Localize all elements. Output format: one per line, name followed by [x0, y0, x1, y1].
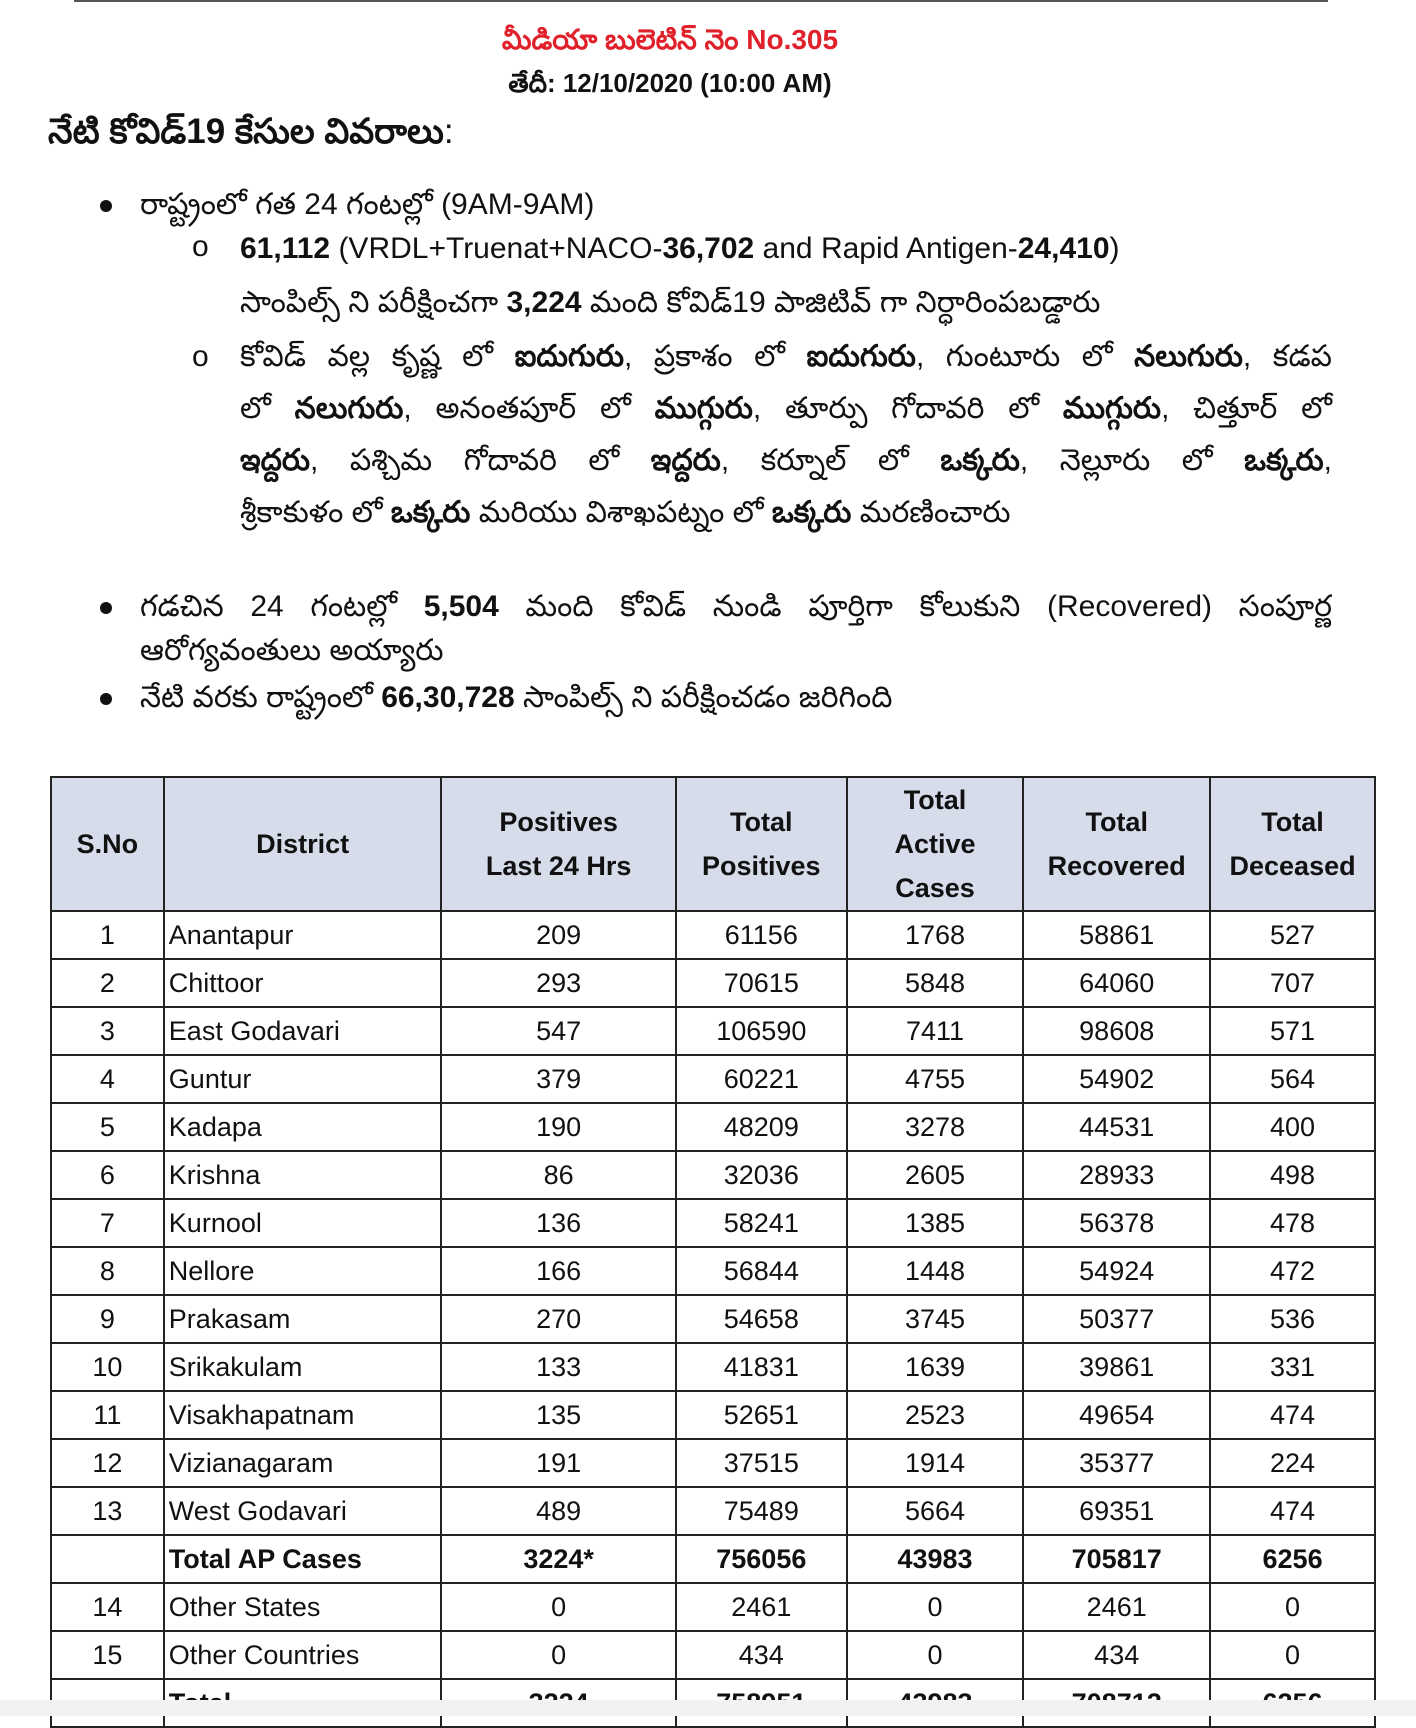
bullet1-sub1-line2: [240, 280, 1100, 326]
samples-desc-3: ): [1109, 232, 1120, 265]
table-cell: 547: [441, 1007, 676, 1055]
table-cell: 11: [51, 1391, 164, 1439]
rapid-count: 24,410: [1017, 232, 1110, 265]
column-header-line2: Deceased: [1229, 851, 1356, 881]
table-cell: 50377: [1023, 1295, 1210, 1343]
bullet-dot: [100, 602, 112, 614]
count-word: ఒక్కరు: [771, 496, 852, 529]
table-cell: 43983: [847, 1535, 1024, 1583]
column-header-line1: Total: [903, 785, 967, 815]
table-cell: 0: [1210, 1583, 1375, 1631]
column-header: [164, 777, 442, 911]
text: , నెల్లూరు లో: [1019, 444, 1245, 477]
table-cell: 1639: [847, 1343, 1024, 1391]
table-row: [51, 1439, 1375, 1487]
text: గడచిన 24 గంటల్లో: [140, 590, 424, 623]
count-word: నలుగురు: [1134, 340, 1243, 373]
table-cell: 472: [1210, 1247, 1375, 1295]
count-word: ఐదుగురు: [514, 340, 624, 373]
district-cell: East Godavari: [164, 1007, 442, 1055]
table-cell: 44531: [1023, 1103, 1210, 1151]
column-header-line1: Total: [1261, 807, 1324, 837]
table-cell: 0: [441, 1583, 676, 1631]
column-header-line2: Active Cases: [894, 829, 976, 903]
table-cell: 32036: [676, 1151, 847, 1199]
bullet2-line2: ఆరోగ్యవంతులు అయ్యారు: [140, 634, 444, 667]
district-cell: Other States: [164, 1583, 442, 1631]
bullet1-sub1-line1: [240, 226, 1120, 272]
table-body: [51, 911, 1375, 1727]
column-header: [51, 777, 164, 911]
table-cell: 379: [441, 1055, 676, 1103]
bullet3-line: [140, 675, 892, 721]
table-cell: 564: [1210, 1055, 1375, 1103]
table-cell: 39861: [1023, 1343, 1210, 1391]
table-cell: 106590: [676, 1007, 847, 1055]
table-cell: 190: [441, 1103, 676, 1151]
table-cell: 191: [441, 1439, 676, 1487]
table-row: [51, 1103, 1375, 1151]
bullet2-line1: [140, 584, 1332, 630]
table-cell: 10: [51, 1343, 164, 1391]
text: మరియు విశాఖపట్నం లో: [470, 496, 772, 529]
table-cell: 3278: [847, 1103, 1024, 1151]
table-cell: 54902: [1023, 1055, 1210, 1103]
table-row: [51, 1391, 1375, 1439]
text: మరణించారు: [851, 496, 1011, 529]
table-cell: 224: [1210, 1439, 1375, 1487]
table-cell: 0: [1210, 1631, 1375, 1679]
table-cell: 13: [51, 1487, 164, 1535]
table-row: [51, 1247, 1375, 1295]
table-row: [51, 1295, 1375, 1343]
table-cell: 474: [1210, 1391, 1375, 1439]
table-cell: 434: [676, 1631, 847, 1679]
positive-count: 3,224: [506, 286, 582, 319]
column-header: [676, 777, 847, 911]
table-cell: 58861: [1023, 911, 1210, 959]
deaths-line1: [240, 334, 1332, 380]
table-cell: 2: [51, 959, 164, 1007]
table-cell: 64060: [1023, 959, 1210, 1007]
table-cell: 2461: [676, 1583, 847, 1631]
table-row: [51, 1151, 1375, 1199]
table-cell: 133: [441, 1343, 676, 1391]
table-cell: 1: [51, 911, 164, 959]
district-cell: Vizianagaram: [164, 1439, 442, 1487]
deaths-line3: [240, 438, 1332, 484]
table-row: [51, 1487, 1375, 1535]
table-cell: 4755: [847, 1055, 1024, 1103]
table-cell: 0: [441, 1631, 676, 1679]
column-header-line1: Total: [1085, 807, 1148, 837]
text: లో: [240, 392, 295, 425]
table-cell: 474: [1210, 1487, 1375, 1535]
table-cell: 2461: [1023, 1583, 1210, 1631]
district-cell: Prakasam: [164, 1295, 442, 1343]
text: శ్రీకాకుళం లో: [240, 496, 391, 529]
table-cell: 28933: [1023, 1151, 1210, 1199]
table-cell: 536: [1210, 1295, 1375, 1343]
column-header: [441, 777, 676, 911]
page-bottom-band: [0, 1700, 1416, 1716]
district-cell: Visakhapatnam: [164, 1391, 442, 1439]
text: , తూర్పు గోదావరి లో: [752, 392, 1063, 425]
district-cell: Kadapa: [164, 1103, 442, 1151]
text: , పశ్చిమ గోదావరి లో: [310, 444, 651, 477]
section-heading: [48, 112, 454, 160]
table-cell: 1385: [847, 1199, 1024, 1247]
table-row: [51, 1631, 1375, 1679]
table-cell: 6256: [1210, 1535, 1375, 1583]
text: సాంపిల్స్ ని పరీక్షించడం జరిగింది: [514, 681, 893, 714]
sub-bullet-marker: o: [192, 230, 209, 263]
column-header: [847, 777, 1024, 911]
table-row: [51, 1055, 1375, 1103]
table-cell: 135: [441, 1391, 676, 1439]
table-cell: 331: [1210, 1343, 1375, 1391]
table-row: [51, 911, 1375, 959]
text: , ప్రకాశం లో: [623, 340, 807, 373]
table-cell: 707: [1210, 959, 1375, 1007]
table-cell: 35377: [1023, 1439, 1210, 1487]
table-cell: 49654: [1023, 1391, 1210, 1439]
count-word: ఇద్దరు: [650, 444, 721, 477]
table-header-row: [51, 777, 1375, 911]
table-cell: 5: [51, 1103, 164, 1151]
table-cell: 5848: [847, 959, 1024, 1007]
bullet-dot: [100, 693, 112, 705]
table-cell: 58241: [676, 1199, 847, 1247]
column-header: [1210, 777, 1375, 911]
bullet-dot: [100, 200, 112, 212]
district-cell: Krishna: [164, 1151, 442, 1199]
recovered-count: 5,504: [423, 590, 499, 623]
table-cell: 3745: [847, 1295, 1024, 1343]
table-cell: 0: [847, 1583, 1024, 1631]
count-word: నలుగురు: [294, 392, 404, 425]
top-rule: [74, 0, 1328, 2]
section-heading-colon: :: [443, 112, 454, 151]
table-row: [51, 1007, 1375, 1055]
date-value: : 12/10/2020 (10:00 AM): [546, 68, 832, 98]
table-cell: 37515: [676, 1439, 847, 1487]
count-word: ఒక్కరు: [1244, 444, 1324, 477]
table-cell: 6: [51, 1151, 164, 1199]
column-header-line1: Positives: [499, 807, 618, 837]
district-cell: Anantapur: [164, 911, 442, 959]
table-cell: 5664: [847, 1487, 1024, 1535]
text: ,: [1323, 444, 1333, 477]
table-cell: 1768: [847, 911, 1024, 959]
table-cell: 56378: [1023, 1199, 1210, 1247]
table-row: [51, 1343, 1375, 1391]
district-cell: Nellore: [164, 1247, 442, 1295]
table-cell: 4: [51, 1055, 164, 1103]
table-cell: 756056: [676, 1535, 847, 1583]
table-cell: 478: [1210, 1199, 1375, 1247]
samples-tested-text: సాంపిల్స్ ని పరీక్షించగా: [240, 286, 507, 319]
table-cell: 0: [847, 1631, 1024, 1679]
table-cell: 60221: [676, 1055, 847, 1103]
table-cell: 54924: [1023, 1247, 1210, 1295]
table-cell: 7411: [847, 1007, 1024, 1055]
table-cell: 166: [441, 1247, 676, 1295]
column-header: [1023, 777, 1210, 911]
table-cell: 498: [1210, 1151, 1375, 1199]
district-cell: Chittoor: [164, 959, 442, 1007]
table-cell: 15: [51, 1631, 164, 1679]
table-cell: 41831: [676, 1343, 847, 1391]
table-cell: 705817: [1023, 1535, 1210, 1583]
bulletin-title: మీడియా బులెటిన్ నెం No.305: [501, 24, 839, 55]
count-word: ఐదుగురు: [806, 340, 916, 373]
text: , గుంటూరు లో: [915, 340, 1135, 373]
table-cell: 2605: [847, 1151, 1024, 1199]
date-label: తేదీ: [508, 68, 547, 98]
table-cell: 527: [1210, 911, 1375, 959]
count-word: ముగ్గురు: [654, 392, 753, 425]
text: కోవిడ్ వల్ల కృష్ణ లో: [240, 340, 515, 373]
count-word: ముగ్గురు: [1062, 392, 1162, 425]
table-cell: 489: [441, 1487, 676, 1535]
table-cell: 400: [1210, 1103, 1375, 1151]
cumulative-samples: 66,30,728: [381, 681, 515, 714]
bulletin-date: [0, 68, 1340, 105]
deaths-line4: [240, 490, 1011, 536]
column-header-line1: District: [256, 829, 350, 859]
total-samples: 61,112: [240, 232, 331, 265]
samples-desc-1: (VRDL+Truenat+NACO-: [330, 232, 663, 265]
positives-text: మంది కోవిడ్19 పాజిటివ్ గా నిర్ధారింపబడ్డారు: [581, 286, 1101, 319]
district-cell: Kurnool: [164, 1199, 442, 1247]
table-cell: 56844: [676, 1247, 847, 1295]
bullet1-lead: రాష్ట్రంలో గత 24 గంటల్లో (9AM-9AM): [140, 188, 595, 221]
text: , కర్నూల్ లో: [720, 444, 941, 477]
table-cell: 136: [441, 1199, 676, 1247]
text: నేటి వరకు రాష్ట్రంలో: [140, 681, 382, 714]
column-header-line1: S.No: [76, 829, 139, 859]
table-cell: 86: [441, 1151, 676, 1199]
text: మంది కోవిడ్ నుండి పూర్తిగా కోలుకుని (Recovered) సంపూర్ణ: [498, 590, 1332, 623]
table-cell: 293: [441, 959, 676, 1007]
table-cell: 48209: [676, 1103, 847, 1151]
table-row: [51, 1199, 1375, 1247]
text: , చిత్తూర్ లో: [1161, 392, 1332, 425]
column-header-line2: Positives: [702, 851, 821, 881]
table-cell: 3224*: [441, 1535, 676, 1583]
column-header-line2: Recovered: [1047, 851, 1186, 881]
table-cell: 54658: [676, 1295, 847, 1343]
table-cell: 8: [51, 1247, 164, 1295]
count-word: ఒక్కరు: [940, 444, 1020, 477]
table-cell: 3: [51, 1007, 164, 1055]
district-cell: West Godavari: [164, 1487, 442, 1535]
table-cell: 209: [441, 911, 676, 959]
table-cell: 9: [51, 1295, 164, 1343]
vrdl-count: 36,702: [662, 232, 755, 265]
column-header-line2: Last 24 Hrs: [485, 851, 632, 881]
table-cell: 69351: [1023, 1487, 1210, 1535]
table-cell: 52651: [676, 1391, 847, 1439]
table-cell: 98608: [1023, 1007, 1210, 1055]
count-word: ఇద్దరు: [240, 444, 311, 477]
table-row: [51, 1583, 1375, 1631]
column-header-line1: Total: [730, 807, 793, 837]
district-cell: Other Countries: [164, 1631, 442, 1679]
table-cell: 571: [1210, 1007, 1375, 1055]
district-cell: Srikakulam: [164, 1343, 442, 1391]
sub-bullet-marker: o: [192, 340, 209, 373]
text: , అనంతపూర్ లో: [403, 392, 655, 425]
table-row: [51, 1535, 1375, 1583]
table-cell: 70615: [676, 959, 847, 1007]
district-cases-table: [50, 776, 1376, 1728]
table-cell: 2523: [847, 1391, 1024, 1439]
district-cell: Total AP Cases: [164, 1535, 442, 1583]
table-cell: 1914: [847, 1439, 1024, 1487]
district-cell: Guntur: [164, 1055, 442, 1103]
table-cell: [51, 1535, 164, 1583]
deaths-line2: [240, 386, 1332, 432]
table-cell: 75489: [676, 1487, 847, 1535]
table-cell: 7: [51, 1199, 164, 1247]
count-word: ఒక్కరు: [390, 496, 471, 529]
section-heading-text: నేటి కోవిడ్19 కేసుల వివరాలు: [48, 112, 444, 151]
table-cell: 61156: [676, 911, 847, 959]
table-cell: 434: [1023, 1631, 1210, 1679]
samples-desc-2: and Rapid Antigen-: [754, 232, 1018, 265]
table-cell: 12: [51, 1439, 164, 1487]
table-cell: 1448: [847, 1247, 1024, 1295]
text: , కడప: [1242, 340, 1332, 373]
table-cell: 14: [51, 1583, 164, 1631]
table-row: [51, 959, 1375, 1007]
table-cell: 270: [441, 1295, 676, 1343]
